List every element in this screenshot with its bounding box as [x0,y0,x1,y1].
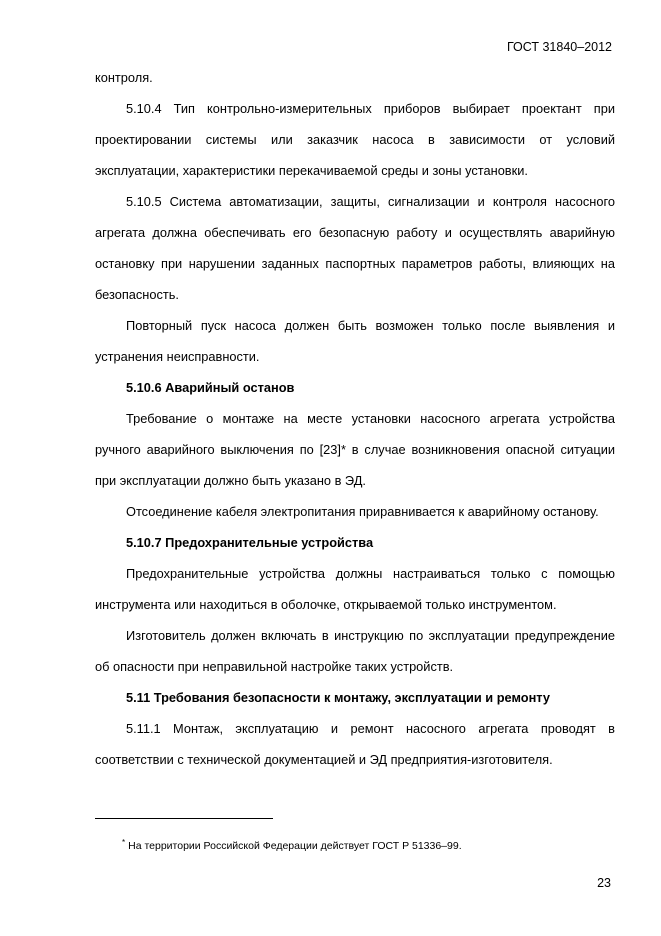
paragraph-restart: Повторный пуск насоса должен быть возможен только после выявления и устранения неисправности. [95,318,615,364]
paragraph-cable-disconnect: Отсоединение кабеля электропитания приравнивается к аварийному останову. [126,504,599,519]
paragraph-safety-devices: Предохранительные устройства должны настраиваться только с помощью инструмента или находиться в оболочке, открываемой только инструментом. [95,566,615,612]
heading-5-10-7: 5.10.7 Предохранительные устройства [126,535,374,550]
paragraph-5-11-1: 5.11.1 Монтаж, эксплуатацию и ремонт насосного агрегата проводят в соответствии с технической документацией и ЭД предприятия-изготовителя. [95,721,615,767]
document-id-header: ГОСТ 31840–2012 [506,40,612,54]
paragraph-continuation: контроля. [95,70,153,85]
paragraph-emergency-switch: Требование о монтаже на месте установки насосного агрегата устройства ручного аварийного выключения по [23]* в случае возникновения опасной ситуации при эксплуатации должно быть указано в ЭД. [95,411,615,488]
paragraph-5-10-5: 5.10.5 Система автоматизации, защиты, сигнализации и контроля насосного агрегата должна обеспечивать его безопасную работу и осуществлять аварийную остановку при нарушении заданных паспортных параметров работы, влияющих на безопасность. [95,194,615,302]
paragraph-manufacturer-warning: Изготовитель должен включать в инструкцию по эксплуатации предупреждение об опасности при неправильной настройке таких устройств. [95,628,615,674]
footnote-separator [95,818,273,819]
footnote-text: На территории Российской Федерации действует ГОСТ Р 51336–99. [128,840,462,852]
footnote [122,838,462,852]
body-text [95,62,615,775]
page-number: 23 [597,876,611,890]
paragraph-5-10-4: 5.10.4 Тип контрольно-измерительных приборов выбирает проектант при проектировании системы или заказчик насоса в зависимости от условий эксплуатации, характеристики перекачиваемой среды и зоны установки. [95,101,615,178]
heading-5-10-6: 5.10.6 Аварийный останов [126,380,295,395]
heading-5-11: 5.11 Требования безопасности к монтажу, эксплуатации и ремонту [126,690,551,705]
footnote-marker: * [122,838,126,847]
